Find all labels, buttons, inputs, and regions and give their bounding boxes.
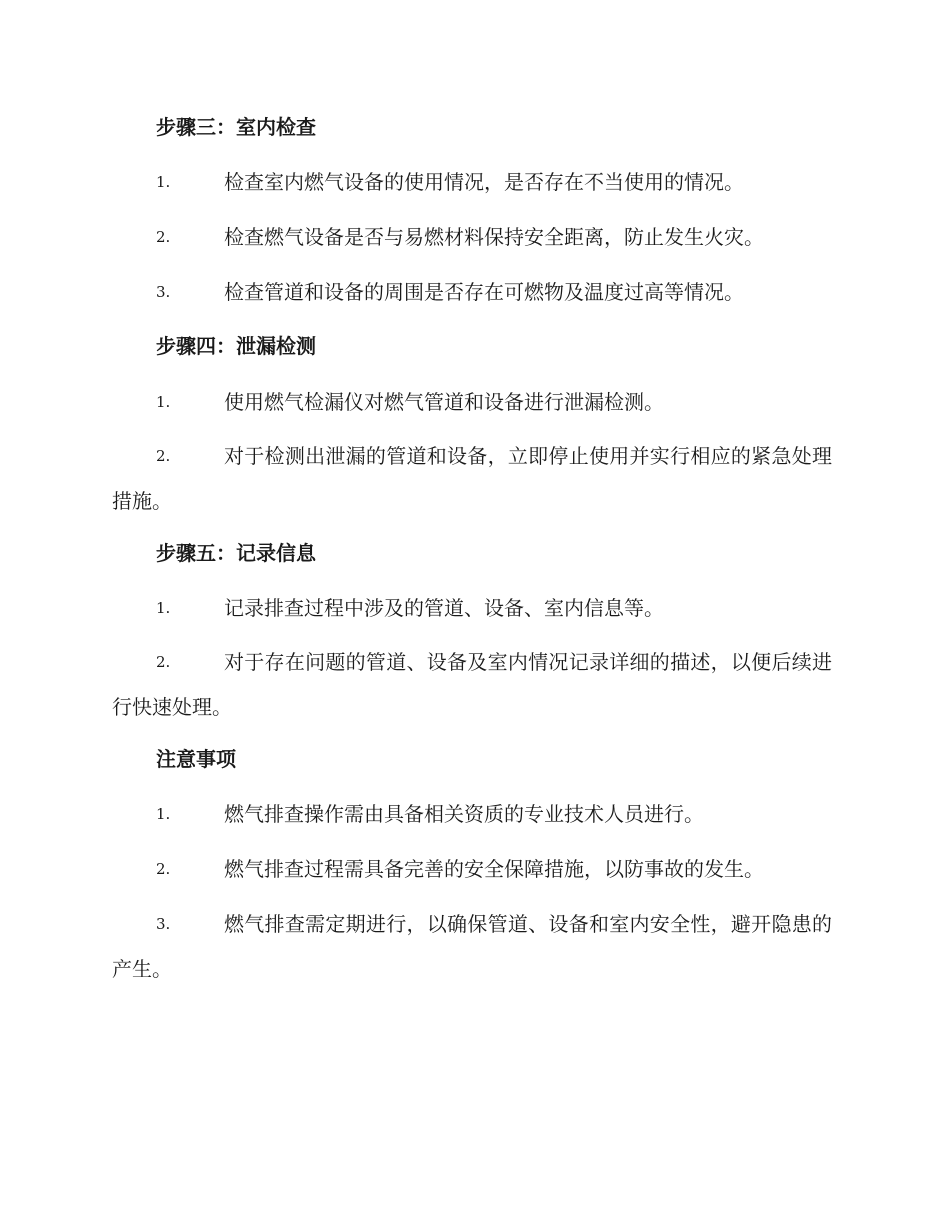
section-heading-notes: 注意事项	[156, 747, 236, 771]
list-item-number: 2.	[156, 228, 171, 246]
list-item	[112, 380, 832, 425]
list-item-number: 2.	[156, 860, 171, 878]
list-item-text: 检查管道和设备的周围是否存在可燃物及温度过高等情况。	[224, 280, 744, 304]
list-item-number: 1.	[156, 393, 171, 411]
list-item-text: 记录排查过程中涉及的管道、设备、室内信息等。	[224, 596, 664, 620]
list-item-number: 1.	[156, 173, 171, 191]
list-item-number: 3.	[156, 915, 171, 933]
list-item	[112, 902, 832, 992]
section-heading-step-4: 步骤四：泄漏检测	[156, 334, 316, 358]
list-item-text: 对于存在问题的管道、设备及室内情况记录详细的描述，以便后续进行快速处理。	[112, 650, 832, 719]
list-item-text: 对于检测出泄漏的管道和设备，立即停止使用并实行相应的紧急处理措施。	[112, 444, 832, 513]
list-item	[112, 160, 832, 205]
list-item-text: 检查燃气设备是否与易燃材料保持安全距离，防止发生火灾。	[224, 225, 764, 249]
list-item	[112, 434, 832, 524]
list-item	[112, 215, 832, 260]
list-item-number: 1.	[156, 805, 171, 823]
list-item	[112, 640, 832, 730]
list-item-number: 2.	[156, 447, 171, 465]
list-item-text: 燃气排查需定期进行，以确保管道、设备和室内安全性，避开隐患的产生。	[112, 912, 832, 981]
list-item-text: 使用燃气检漏仪对燃气管道和设备进行泄漏检测。	[224, 390, 664, 414]
section-heading-step-3: 步骤三：室内检查	[156, 115, 316, 139]
list-item-text: 检查室内燃气设备的使用情况，是否存在不当使用的情况。	[224, 170, 744, 194]
list-item-number: 1.	[156, 599, 171, 617]
section-heading-step-5: 步骤五：记录信息	[156, 541, 316, 565]
list-item-number: 2.	[156, 653, 171, 671]
list-item	[112, 847, 832, 892]
list-item-text: 燃气排查过程需具备完善的安全保障措施，以防事故的发生。	[224, 857, 764, 881]
list-item-number: 3.	[156, 283, 171, 301]
list-item	[112, 270, 832, 315]
list-item-text: 燃气排查操作需由具备相关资质的专业技术人员进行。	[224, 802, 704, 826]
list-item	[112, 792, 832, 837]
list-item	[112, 586, 832, 631]
